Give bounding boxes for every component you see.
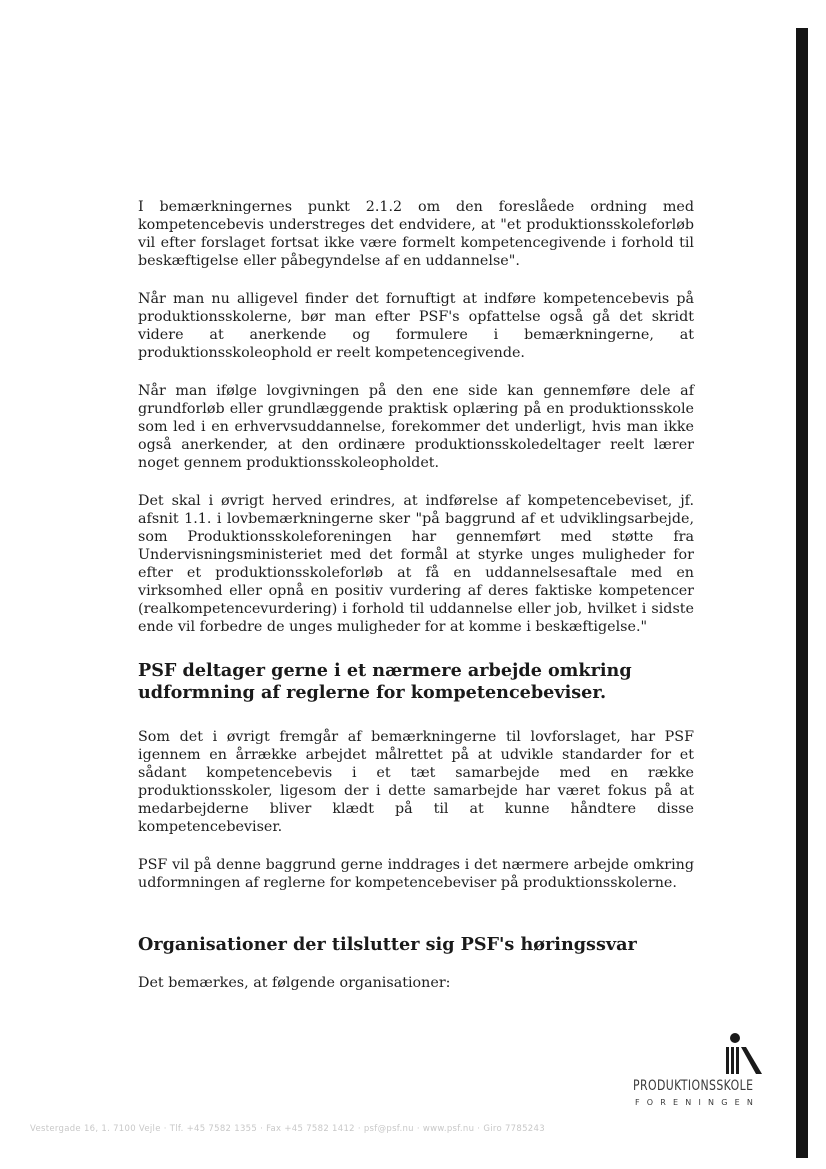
document-body	[138, 198, 694, 1012]
paragraph-3: Når man ifølge lovgivningen på den ene side kan gennemføre dele af grundforløb eller grundlæggende praktisk oplæring på en produktionsskole som led i en erhvervsuddannelse, forekommer det underligt, hvis man ikke også anerkender, at den ordinære produktionsskoledeltager reelt lærer noget gennem produktionsskoleopholdet.	[138, 383, 694, 471]
logo-name: PRODUKTIONSSKOLE	[633, 1078, 754, 1094]
paragraph-7: Det bemærkes, at følgende organisationer:	[138, 975, 451, 991]
logo-subtitle: FORENINGEN	[635, 1098, 761, 1107]
paragraph-2: Når man nu alligevel finder det fornuftigt at indføre kompetencebevis på produktionsskolerne, bør man efter PSF's opfattelse også gå det skridt videre at anerkende og formulere i bemærkningerne, at produktionsskoleophold er reelt kompetencegivende.	[138, 291, 694, 361]
paragraph-4: Det skal i øvrigt herved erindres, at indførelse af kompetencebeviset, jf. afsnit 1.1. i lovbemærkningerne sker "på baggrund af et udviklingsarbejde, som Produktionsskoleforeningen har gennemført med støtte fra Undervisningsministeriet med det formål at styrke unges muligheder for efter et produktionsskoleforløb at få en uddannelsesaftale med en virksomhed eller opnå en positiv vurdering af deres faktiske kompetencer (realkompetencevurdering) i forhold til uddannelse eller job, hvilket i sidste ende vil forbedre de unges muligheder for at komme i beskæftigelse."	[138, 493, 694, 635]
footer-contact-line: Vestergade 16, 1. 7100 Vejle · Tlf. +45 7582 1355 · Fax +45 7582 1412 · psf@psf.nu · www.psf.nu · Giro 7785243	[30, 1124, 545, 1134]
paragraph-6: PSF vil på denne baggrund gerne inddrages i det nærmere arbejde omkring udformningen af reglerne for kompetencebeviser på produktionsskolerne.	[138, 857, 694, 891]
organisation-logo	[630, 1032, 770, 1112]
logo-figure-icon	[724, 1032, 764, 1076]
paragraph-1: I bemærkningernes punkt 2.1.2 om den foreslåede ordning med kompetencebevis understreges det endvidere, at "et produktionsskoleforløb vil efter forslaget fortsat ikke være formelt kompetencegivende i forhold til beskæftigelse eller påbegyndelse af en uddannelse".	[138, 199, 694, 269]
scan-edge-bar	[796, 28, 808, 1158]
section-heading-1: PSF deltager gerne i et nærmere arbejde omkring udformning af reglerne for kompetencebeviser.	[138, 660, 632, 703]
section-heading-2: Organisationer der tilslutter sig PSF's høringssvar	[138, 934, 637, 955]
paragraph-5: Som det i øvrigt fremgår af bemærkningerne til lovforslaget, har PSF igennem en årrække arbejdet målrettet på at udvikle standarder for et sådant kompetencebevis i et tæt samarbejde med en række produktionsskoler, ligesom der i dette samarbejde har været fokus på at medarbejderne bliver klædt på til at kunne håndtere disse kompetencebeviser.	[138, 729, 694, 835]
